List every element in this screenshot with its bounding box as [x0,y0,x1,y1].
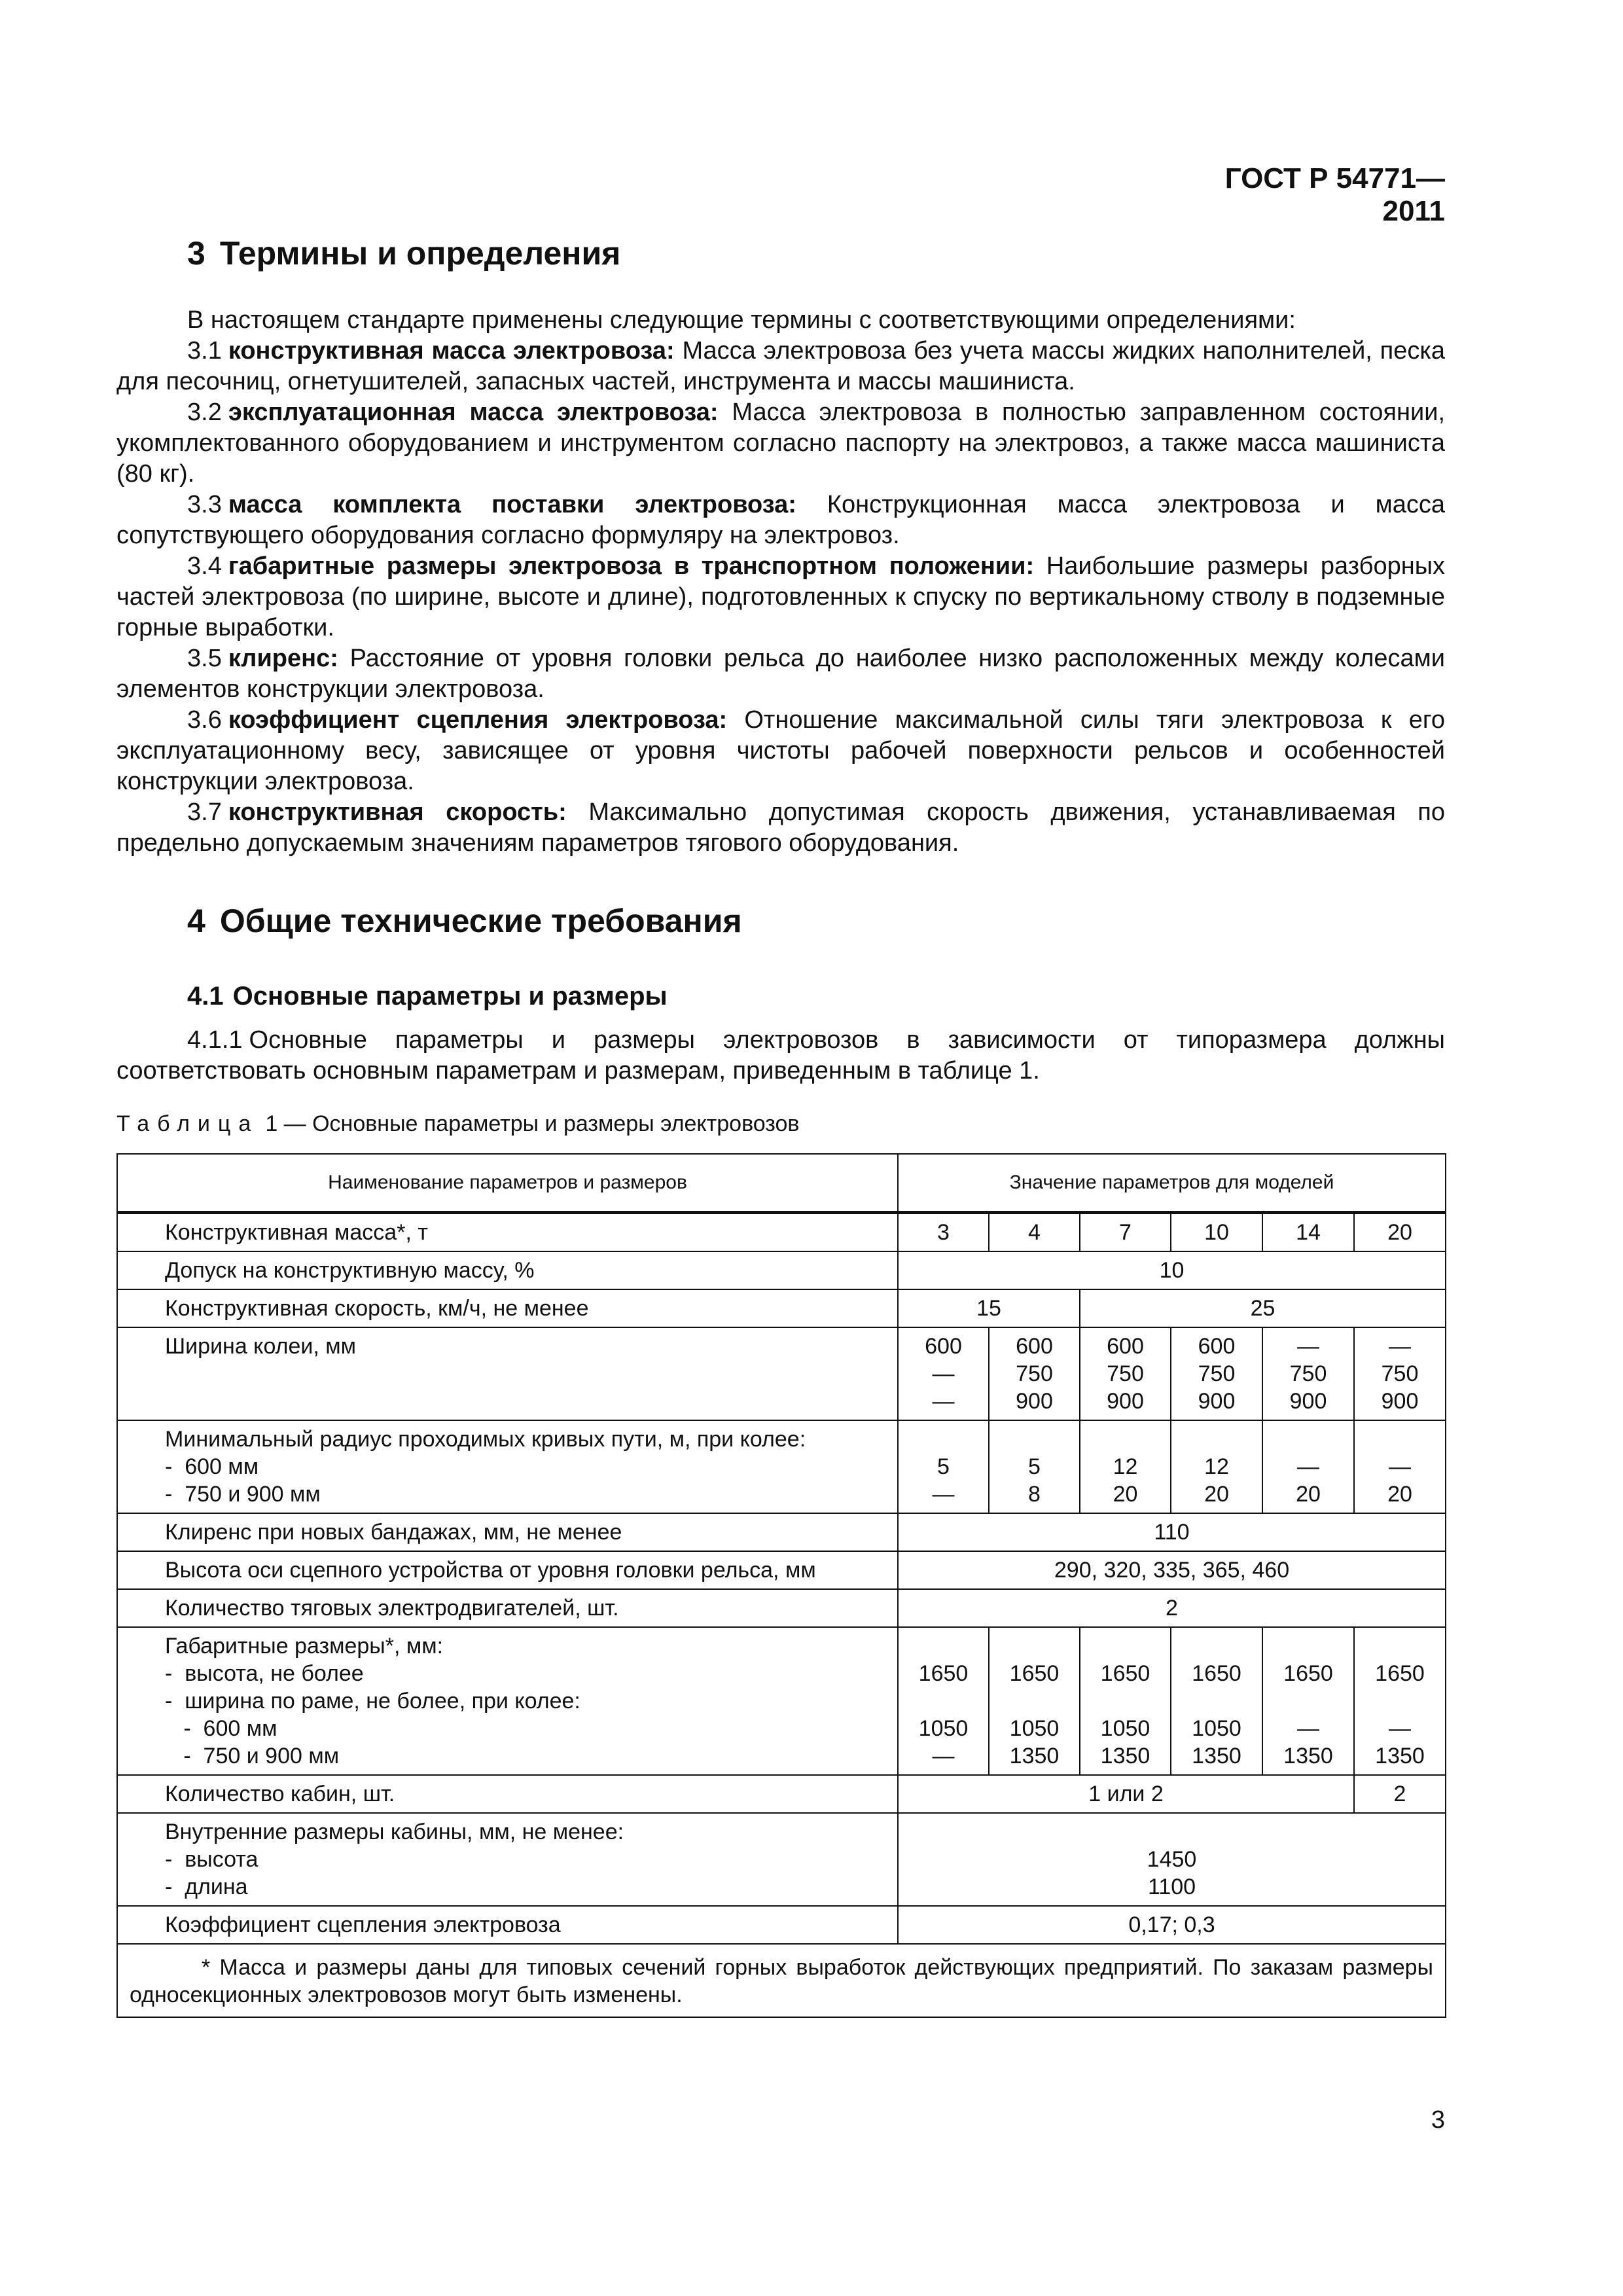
table-row [117,1327,1446,1420]
table-row [117,1420,1446,1513]
cell-line [1082,1687,1169,1715]
cell-line [991,1687,1078,1715]
term-definition [116,490,1445,551]
section-3-number: 3 [187,235,205,272]
cell-line: 900 [1016,1389,1053,1414]
term-text: Отношение максимальной силы тяги электровоза к его эксплуатационному весу, зависящее от уровня чистоты рабочей поверхности рельсов и особенностей конструкции электровоза. [116,706,1446,795]
term-text: Масса электровоза без учета массы жидких наполнителей, песка для песочниц, огнетушителей, запасных частей, инструмента и массы машиниста. [116,337,1445,395]
table-footnote-row [117,1944,1446,2017]
row-label-adhesion: Коэффициент сцепления электровоза [117,1906,898,1944]
cell-line: 1350 [1009,1744,1060,1768]
clause-number: 4.1.1 [187,1026,243,1054]
cell-line: 600 [1198,1334,1236,1359]
table-footnote: * Масса и размеры даны для типовых сечений горных выработок действующих предприятий. По заказам размеры односекционных электровозов могут быть изменены. [117,1944,1446,2017]
cell-line: 1650 [1100,1661,1150,1686]
cell-line: 900 [1198,1389,1236,1414]
term-definition [116,551,1445,643]
clearance-cell: 110 [898,1513,1446,1551]
term-name: эксплуатационная масса электровоза: [228,399,719,426]
row-label-gauge: Ширина колеи, мм [117,1327,898,1420]
cell-line [1173,1632,1260,1660]
cell-line: 1650 [1375,1661,1425,1686]
cell-line: 1050 [1192,1716,1241,1741]
cell-line: Габаритные размеры*, мм: [165,1634,444,1659]
term-name: масса комплекта поставки электровоза: [228,491,796,518]
dimensions-cell [1171,1627,1262,1775]
term-name: клиренс: [228,645,338,672]
cell-line: 1350 [1283,1744,1333,1768]
table-caption-text: 1 — Основные параметры и размеры электровозов [265,1111,800,1136]
term-number: 3.1 [187,337,222,365]
table-row [117,1289,1446,1327]
table-row [117,1775,1446,1813]
cell-line: 20 [1387,1482,1412,1507]
cell-line: 750 [1381,1361,1419,1386]
cell-line: — [1389,1454,1411,1479]
cell-line: 750 [1289,1361,1327,1386]
cabin-dimensions-cell [898,1813,1446,1906]
clause-body: Основные параметры и размеры электровозов в зависимости от типоразмера должны соответствовать основным параметрам и размерам, приведенным в таблице 1. [116,1026,1445,1085]
cell-line: 1100 [1147,1874,1196,1899]
cell-line: 20 [1296,1482,1321,1507]
gauge-cell [1080,1327,1171,1420]
cell-line: - 750 и 900 мм [165,1482,321,1507]
cell-line: - высота, не более [165,1661,364,1686]
row-label-tolerance: Допуск на конструктивную массу, % [117,1251,898,1289]
cell-line [1264,1687,1352,1715]
cell-line [991,1632,1078,1660]
term-number: 3.4 [187,552,222,580]
table-row [117,1589,1446,1627]
cell-line: 1050 [918,1716,969,1741]
term-definition [116,705,1445,797]
header-model-values: Значение параметров для моделей [898,1154,1446,1213]
term-definition [116,797,1445,859]
radius-cell [1080,1420,1171,1513]
cell-line: — [1297,1334,1319,1359]
term-number: 3.3 [187,491,222,518]
cell-line: 1350 [1192,1744,1241,1768]
table-row [117,1627,1446,1775]
section-3-intro: В настоящем стандарте применены следующие термины с соответствующими определениями: [187,306,1296,334]
clause-4-1-1-text [116,1025,1445,1086]
cell-line: 1650 [1192,1661,1241,1686]
mass-cell: 14 [1262,1213,1354,1252]
cell-line [1356,1687,1444,1715]
row-label-dimensions [117,1627,898,1775]
cell-line: - 600 мм [165,1454,259,1479]
cell-line: — [1389,1716,1411,1741]
gauge-cell [898,1327,989,1420]
dimensions-cell [1354,1627,1446,1775]
cell-line: - ширина по раме, не более, при колее: [165,1689,580,1713]
cell-line: 750 [1198,1361,1236,1386]
table-caption [116,1111,799,1137]
radius-cell [1171,1420,1262,1513]
cell-line [1264,1426,1352,1453]
term-number: 3.6 [187,706,222,734]
cell-line: 12 [1113,1454,1138,1479]
subsection-4-1-title: Основные параметры и размеры [232,982,668,1011]
gauge-cell [1354,1327,1446,1420]
cell-line: 1450 [1147,1847,1197,1872]
cabins-cell: 1 или 2 [898,1775,1354,1813]
header-parameter-name: Наименование параметров и размеров [117,1154,898,1213]
subsection-4-1-number: 4.1 [187,982,224,1011]
term-text: Наибольшие размеры разборных частей электровоза (по ширине, высоте и длине), подготовленных к спуску по вертикальному стволу в подземные горные выработки. [116,552,1446,641]
mass-cell: 10 [1171,1213,1262,1252]
cell-line [900,1687,987,1715]
term-number: 3.7 [187,798,222,826]
cell-line: — [932,1744,955,1768]
tolerance-cell: 10 [898,1251,1446,1289]
row-label-radius [117,1420,898,1513]
term-name: конструктивная масса электровоза: [228,337,675,365]
section-3-title: Термины и определения [219,235,621,272]
cell-line: — [932,1361,955,1386]
section-4-title: Общие технические требования [219,903,742,939]
dimensions-cell [1080,1627,1171,1775]
cell-line: - 600 мм [165,1716,277,1741]
cell-line: 900 [1107,1389,1144,1414]
cell-line [1082,1426,1169,1453]
mass-cell: 4 [989,1213,1080,1252]
section-4-heading [187,902,742,940]
section-4-number: 4 [187,903,205,939]
row-label-coupler: Высота оси сцепного устройства от уровня головки рельса, мм [117,1551,898,1589]
term-number: 3.5 [187,645,222,672]
radius-cell [898,1420,989,1513]
table-row [117,1251,1446,1289]
table-row [117,1906,1446,1944]
radius-cell [989,1420,1080,1513]
cell-line: 5 [1028,1454,1041,1479]
cell-line [1173,1426,1260,1453]
cell-line: — [932,1389,955,1414]
term-text: Максимально допустимая скорость движения, устанавливаемая по предельно допускаемым значениям параметров тягового оборудования. [116,798,1446,857]
table-caption-label: Таблица [116,1111,259,1136]
cell-line: 20 [1204,1482,1229,1507]
cell-line: - длина [165,1874,248,1899]
cell-line: 1050 [1009,1716,1060,1741]
row-label-cabins: Количество кабин, шт. [117,1775,898,1813]
cell-line: 1650 [1283,1661,1333,1686]
adhesion-cell: 0,17; 0,3 [898,1906,1446,1944]
term-number: 3.2 [187,399,222,426]
cell-line: 600 [1016,1334,1053,1359]
term-definition [116,643,1445,705]
term-name: конструктивная скорость: [228,798,567,826]
term-text: Масса электровоза в полностью заправленном состоянии, укомплектованного оборудованием и инструментом согласно паспорту на электровоз, а также масса машиниста (80 кг). [116,399,1446,488]
cell-line: 1350 [1100,1744,1150,1768]
page-number: 3 [1431,2106,1445,2134]
term-text: Расстояние от уровня головки рельса до наиболее низко расположенных между колесами элементов конструкции электровоза. [116,645,1445,703]
table-row [117,1213,1446,1252]
cell-line [1356,1632,1444,1660]
gauge-cell [1262,1327,1354,1420]
dimensions-cell [1262,1627,1354,1775]
parameters-table [116,1153,1446,2018]
cell-line: - 750 и 900 мм [165,1744,340,1768]
section-3-heading [187,234,620,272]
row-label-cabin-dimensions [117,1813,898,1906]
dimensions-cell [898,1627,989,1775]
row-label-clearance: Клиренс при новых бандажах, мм, не менее [117,1513,898,1551]
term-name: габаритные размеры электровоза в транспортном положении: [228,552,1035,580]
cell-line [900,1818,1444,1846]
mass-cell: 3 [898,1213,989,1252]
term-text: Конструкционная масса электровоза и масса сопутствующего оборудования согласно формуляру на электровоз. [116,491,1446,549]
cell-line: 5 [937,1454,950,1479]
row-label-speed: Конструктивная скорость, км/ч, не менее [117,1289,898,1327]
subsection-4-1-heading [187,982,668,1011]
cell-line: — [1389,1334,1411,1359]
term-definition [116,336,1445,397]
table-header-row [117,1154,1446,1213]
cell-line [991,1426,1078,1453]
radius-cell [1262,1420,1354,1513]
terms-list [116,336,1445,859]
cell-line: — [1297,1716,1319,1741]
coupler-cell: 290, 320, 335, 365, 460 [898,1551,1446,1589]
cell-line [900,1632,987,1660]
cell-line [1356,1426,1444,1453]
cell-line [1264,1632,1352,1660]
gauge-cell [1171,1327,1262,1420]
cell-line: 20 [1113,1482,1138,1507]
table-row [117,1513,1446,1551]
cell-line: 750 [1107,1361,1144,1386]
speed-cell: 25 [1080,1289,1446,1327]
cell-line: - высота [165,1847,259,1872]
gauge-cell [989,1327,1080,1420]
cell-line: 900 [1381,1389,1419,1414]
cell-line: 8 [1028,1482,1041,1507]
cell-line: 600 [1107,1334,1144,1359]
term-definition [116,397,1445,490]
cell-line [1173,1687,1260,1715]
table-row [117,1551,1446,1589]
row-label-mass: Конструктивная масса*, т [117,1213,898,1252]
cell-line: 1650 [918,1661,969,1686]
cell-line: 1050 [1100,1716,1150,1741]
cell-line: 600 [925,1334,962,1359]
mass-cell: 20 [1354,1213,1446,1252]
term-name: коэффициент сцепления электровоза: [228,706,728,734]
cell-line: 750 [1016,1361,1053,1386]
cell-line: — [1297,1454,1319,1479]
row-label-motors: Количество тяговых электродвигателей, шт. [117,1589,898,1627]
dimensions-cell [989,1627,1080,1775]
speed-cell: 15 [898,1289,1080,1327]
cell-line [900,1426,987,1453]
table-row [117,1813,1446,1906]
motors-cell: 2 [898,1589,1446,1627]
cell-line: Внутренние размеры кабины, мм, не менее: [165,1820,624,1844]
cell-line [1082,1632,1169,1660]
cell-line: — [932,1482,955,1507]
section-3-body [116,305,1445,859]
cabins-cell: 2 [1354,1775,1446,1813]
clause-4-1-1 [116,1025,1445,1086]
radius-cell [1354,1420,1446,1513]
cell-line: Минимальный радиус проходимых кривых пути, м, при колее: [165,1427,806,1452]
cell-line: 1650 [1009,1661,1060,1686]
standard-code: ГОСТ Р 54771—2011 [1224,162,1445,227]
cell-line: 12 [1204,1454,1229,1479]
mass-cell: 7 [1080,1213,1171,1252]
cell-line: 900 [1289,1389,1327,1414]
cell-line: 1350 [1375,1744,1425,1768]
